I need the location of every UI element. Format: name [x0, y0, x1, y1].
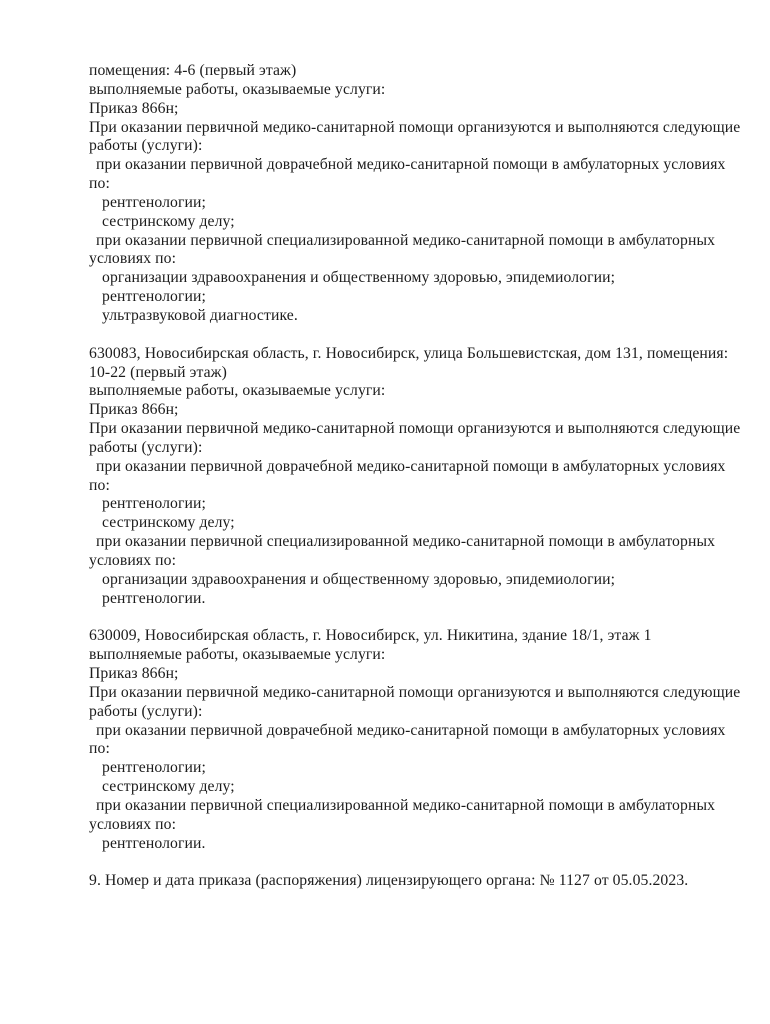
- text-line: При оказании первичной медико-санитарной помощи организуются и выполняются следующие: [89, 683, 741, 701]
- text-line: рентгенологии;: [102, 759, 206, 777]
- section-address-entry-630083: [89, 345, 739, 609]
- text-line: по:: [89, 740, 110, 758]
- text-line: условиях по:: [89, 250, 177, 268]
- text-line: сестринскому делу;: [102, 514, 235, 532]
- text-line: ультразвуковой диагностике.: [102, 306, 298, 324]
- text-line: при оказании первичной специализированной медико-санитарной помощи в амбулаторных: [96, 533, 716, 551]
- text-line: выполняемые работы, оказываемые услуги:: [89, 382, 386, 400]
- text-line: 9. Номер и дата приказа (распоряжения) лицензирующего органа: № 1127 от 05.05.2023.: [89, 872, 689, 890]
- text-line: Приказ 866н;: [89, 99, 179, 117]
- text-line: при оказании первичной доврачебной медико-санитарной помощи в амбулаторных условиях: [96, 457, 726, 475]
- text-line: 630083, Новосибирская область, г. Новосибирск, улица Большевистская, дом 131, помещения:: [89, 344, 729, 362]
- section-address-entry-continuation: [89, 62, 739, 326]
- text-line: рентгенологии.: [102, 834, 206, 852]
- text-line: сестринскому делу;: [102, 778, 235, 796]
- text-line: рентгенологии;: [102, 495, 206, 513]
- text-line: рентгенологии.: [102, 589, 206, 607]
- text-line: 630009, Новосибирская область, г. Новосибирск, ул. Никитина, здание 18/1, этаж 1: [89, 627, 652, 645]
- text-line: при оказании первичной специализированной медико-санитарной помощи в амбулаторных: [96, 231, 716, 249]
- text-line: рентгенологии;: [102, 193, 206, 211]
- text-line: при оказании первичной специализированной медико-санитарной помощи в амбулаторных: [96, 796, 716, 814]
- text-line: работы (услуги):: [89, 137, 203, 155]
- text-line: работы (услуги):: [89, 438, 203, 456]
- section-order-number-clause: [89, 872, 739, 891]
- license-text-block: [89, 62, 739, 891]
- section-address-entry-630009: [89, 627, 739, 853]
- text-line: при оказании первичной доврачебной медико-санитарной помощи в амбулаторных условиях: [96, 721, 726, 739]
- text-line: работы (услуги):: [89, 702, 203, 720]
- text-line: организации здравоохранения и общественному здоровью, эпидемиологии;: [102, 269, 616, 287]
- text-line: 10-22 (первый этаж): [89, 363, 227, 381]
- text-line: по:: [89, 476, 110, 494]
- text-line: условиях по:: [89, 815, 177, 833]
- text-line: условиях по:: [89, 551, 177, 569]
- text-line: Приказ 866н;: [89, 665, 179, 682]
- text-line: выполняемые работы, оказываемые услуги:: [89, 646, 386, 664]
- text-line: сестринскому делу;: [102, 212, 235, 230]
- text-line: При оказании первичной медико-санитарной помощи организуются и выполняются следующие: [89, 420, 741, 438]
- text-line: рентгенологии;: [102, 288, 206, 306]
- text-line: по:: [89, 175, 110, 193]
- text-line: помещения: 4-6 (первый этаж): [89, 62, 297, 79]
- text-line: Приказ 866н;: [89, 401, 179, 419]
- text-line: При оказании первичной медико-санитарной помощи организуются и выполняются следующие: [89, 118, 741, 136]
- text-line: при оказании первичной доврачебной медико-санитарной помощи в амбулаторных условиях: [96, 156, 726, 174]
- text-line: выполняемые работы, оказываемые услуги:: [89, 80, 386, 98]
- text-line: организации здравоохранения и общественному здоровью, эпидемиологии;: [102, 570, 616, 588]
